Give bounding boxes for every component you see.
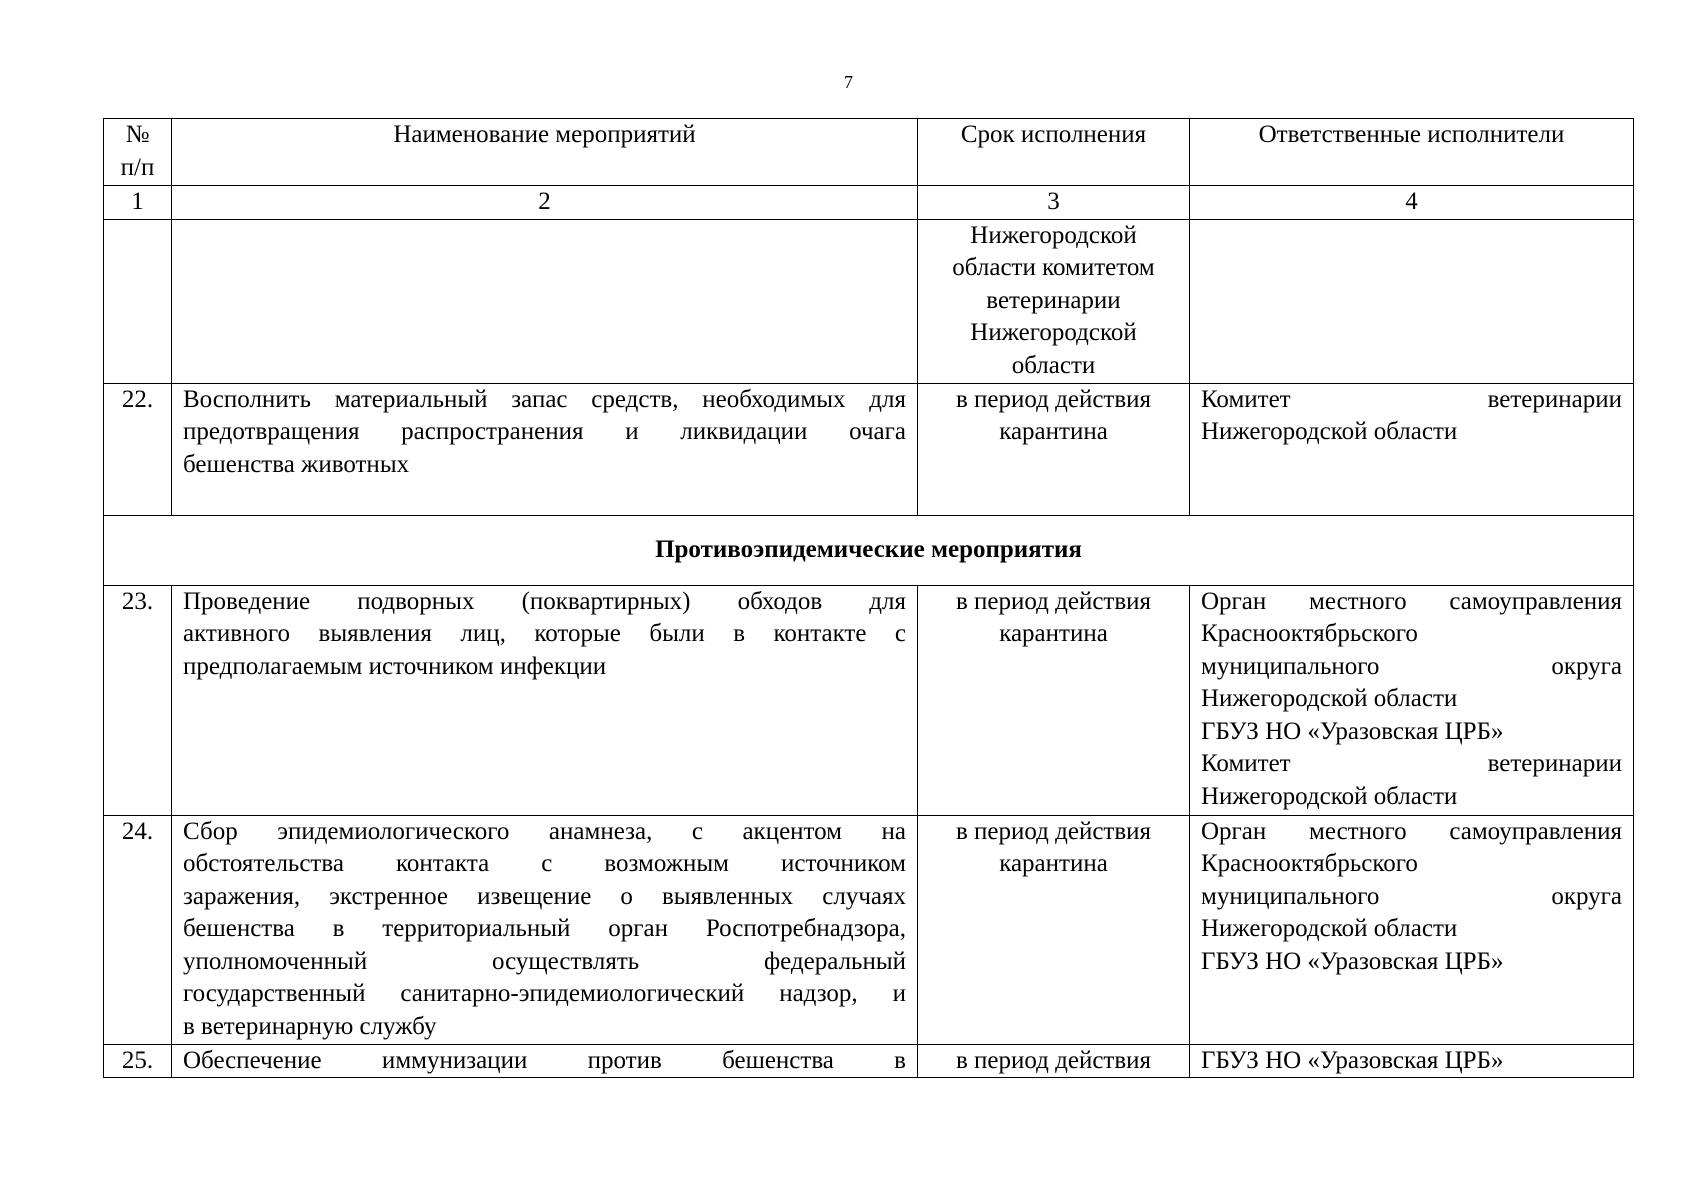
column-number: 4 xyxy=(1190,186,1634,220)
header-activity: Наименование мероприятий xyxy=(172,119,918,186)
action-plan-table xyxy=(103,118,1634,1078)
column-number: 2 xyxy=(172,186,918,220)
deadline-cell: в период действия карантина xyxy=(918,383,1190,515)
row-number: 23. xyxy=(104,585,172,815)
deadline-cell: в период действия карантина xyxy=(918,815,1190,1044)
section-title: Противоэпидемические мероприятия xyxy=(104,515,1634,585)
activity-cell: Восполнить материальный запас средств, необходимых для предотвращения распространения и ликвидации очага бешенства животных xyxy=(172,383,918,515)
header-number: № п/п xyxy=(104,119,172,186)
row-number: 24. xyxy=(104,815,172,1044)
table-row xyxy=(104,383,1634,515)
table-row xyxy=(104,815,1634,1044)
table-row-continued xyxy=(104,219,1634,383)
deadline-cell: в период действия карантина xyxy=(918,585,1190,815)
table-row xyxy=(104,1044,1634,1078)
responsible-cell: Комитет ветеринарии Нижегородской области xyxy=(1190,383,1634,515)
row-number-cell xyxy=(104,219,172,383)
column-number-row xyxy=(104,186,1634,220)
page-number: 7 xyxy=(844,72,853,92)
column-number: 3 xyxy=(918,186,1190,220)
deadline-cell: в период действия xyxy=(918,1044,1190,1078)
responsible-cell xyxy=(1190,219,1634,383)
row-number: 25. xyxy=(104,1044,172,1078)
row-number: 22. xyxy=(104,383,172,515)
activity-cell xyxy=(172,219,918,383)
section-row xyxy=(104,515,1634,585)
header-responsible: Ответственные исполнители xyxy=(1190,119,1634,186)
activity-cell: Сбор эпидемиологического анамнеза, с акцентом на обстоятельства контакта с возможным источником заражения, экстренное извещение о выявленных случаях бешенства в территориальный орган Роспотребнадзора, уполномоченный осуществлять федеральный государственный санитарно-эпидемиологический надзор, и в ветеринарную службу xyxy=(172,815,918,1044)
responsible-cell: Орган местного самоуправления Краснооктябрьского муниципального округа Нижегородской области ГБУЗ НО «Уразовская ЦРБ» xyxy=(1190,815,1634,1044)
deadline-cell: Нижегородской области комитетом ветеринарии Нижегородской области xyxy=(918,219,1190,383)
activity-cell: Обеспечение иммунизации против бешенства в xyxy=(172,1044,918,1078)
table-row xyxy=(104,585,1634,815)
column-number: 1 xyxy=(104,186,172,220)
header-deadline: Срок исполнения xyxy=(918,119,1190,186)
responsible-cell: ГБУЗ НО «Уразовская ЦРБ» xyxy=(1190,1044,1634,1078)
responsible-cell: Орган местного самоуправления Краснооктябрьского муниципального округа Нижегородской области ГБУЗ НО «Уразовская ЦРБ» Комитет ветеринарии Нижегородской области xyxy=(1190,585,1634,815)
table-header-row xyxy=(104,119,1634,186)
activity-cell: Проведение подворных (поквартирных) обходов для активного выявления лиц, которые были в контакте с предполагаемым источником инфекции xyxy=(172,585,918,815)
